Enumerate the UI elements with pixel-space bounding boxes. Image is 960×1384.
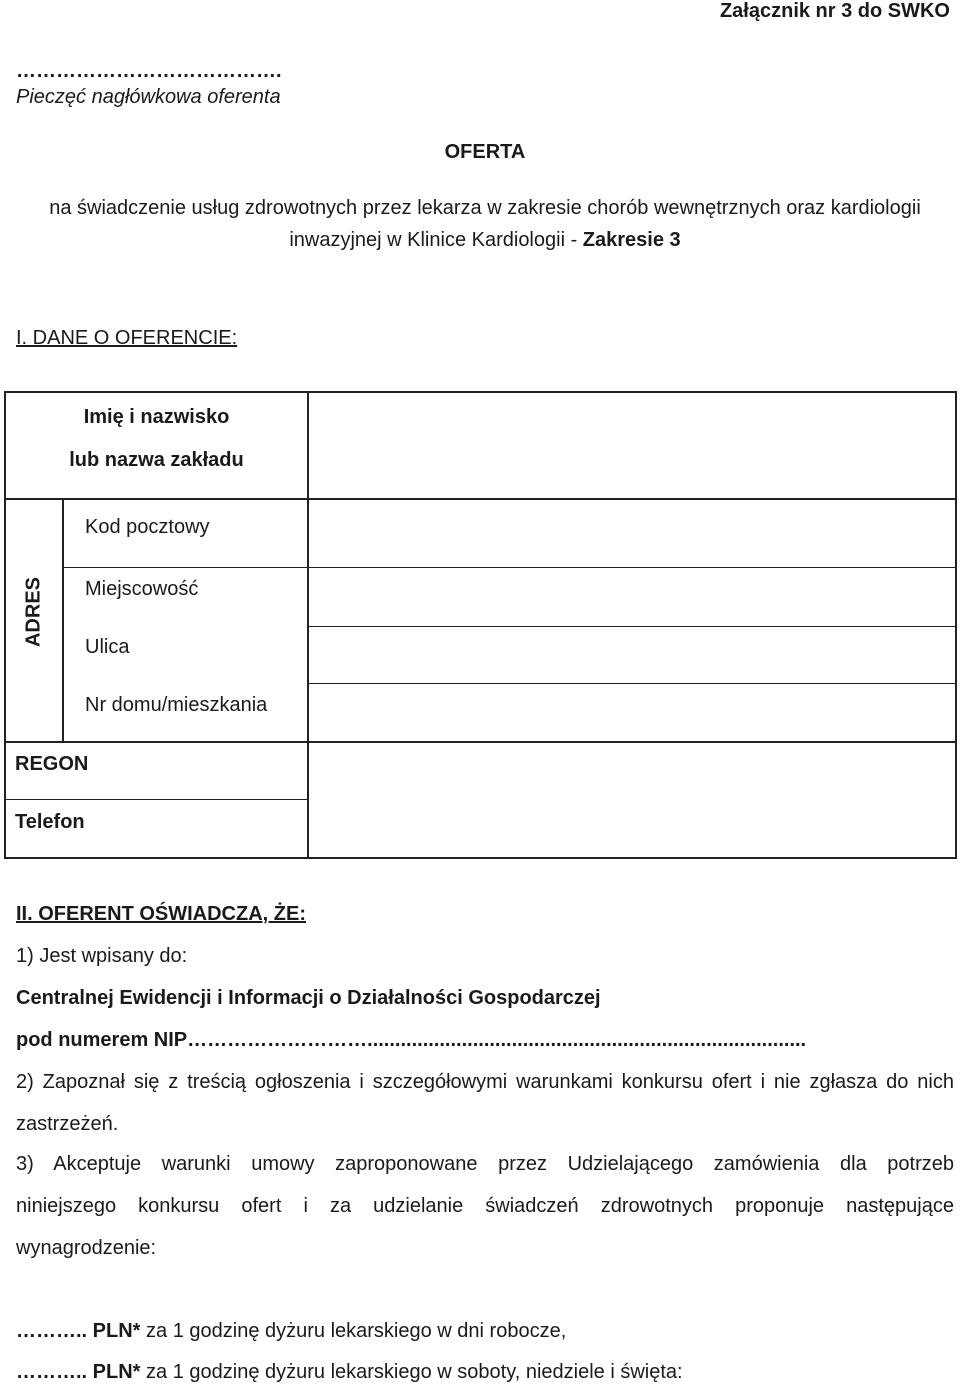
statement-1-register: Centralnej Ewidencji i Informacji o Działalności Gospodarczej <box>16 987 601 1009</box>
statement-1: 1) Jest wpisany do: <box>16 945 188 967</box>
statement-3-line2: niniejszego konkursu ofert i za udzielanie świadczeń zdrowotnych proponuje następujące <box>16 1195 954 1217</box>
table-border-bottom <box>4 857 957 859</box>
table-row-divider <box>4 741 957 743</box>
statement-3-line1: 3) Akceptuje warunki umowy zaproponowane przez Udzielającego zamówienia dla potrzeb <box>16 1153 954 1175</box>
rate-weekends-dots: ……….. <box>16 1361 93 1383</box>
address-group-label: ADRES <box>22 576 45 648</box>
stamp-placeholder: …………………………………. <box>16 60 282 82</box>
street-label: Ulica <box>85 636 130 658</box>
offer-subject-line1: na świadczenie usług zdrowotnych przez lekarza w zakresie chorób wewnętrznych oraz kardiologii <box>49 197 921 219</box>
regon-label: REGON <box>15 753 89 775</box>
rate-weekends-text: za 1 godzinę dyżuru lekarskiego w soboty, niedziele i święta: <box>140 1361 683 1383</box>
stamp-label: Pieczęć nagłówkowa oferenta <box>16 86 281 108</box>
offer-scope: Zakresie 3 <box>582 229 681 251</box>
rate-weekdays-currency: PLN* <box>92 1320 141 1342</box>
name-label-line1: Imię i nazwisko <box>83 406 230 428</box>
address-column-divider <box>62 498 64 743</box>
statement-2-line2: zastrzeżeń. <box>16 1113 119 1135</box>
table-border-right <box>955 391 957 859</box>
section1-heading: I. DANE O OFERENCIE: <box>16 327 238 349</box>
rate-weekends-currency: PLN* <box>92 1361 141 1383</box>
statement-1-nip: pod numerem NIP………………………............................................................................... <box>16 1029 807 1051</box>
postal-code-label: Kod pocztowy <box>85 516 210 538</box>
rate-weekends <box>16 1361 683 1384</box>
section2-heading: II. OFERENT OŚWIADCZA, ŻE: <box>16 903 306 925</box>
house-number-label: Nr domu/mieszkania <box>85 694 268 716</box>
address-row-divider <box>309 626 957 627</box>
annex-label: Załącznik nr 3 do SWKO <box>719 0 950 22</box>
rate-weekdays-dots: ……….. <box>16 1320 93 1342</box>
phone-label: Telefon <box>15 811 85 833</box>
rate-weekdays <box>16 1320 566 1343</box>
statement-3-line3: wynagrodzenie: <box>16 1237 157 1259</box>
address-row-divider <box>309 683 957 684</box>
rate-weekdays-text: za 1 godzinę dyżuru lekarskiego w dni robocze, <box>140 1320 567 1342</box>
offer-subject-text: inwazyjnej w Klinice Kardiologii - <box>289 229 583 251</box>
table-row-divider <box>4 799 309 800</box>
offer-subject-line2 <box>0 229 960 252</box>
statement-2-line1: 2) Zapoznał się z treścią ogłoszenia i szczegółowymi warunkami konkursu ofert i nie zgłasza do nich <box>16 1071 954 1093</box>
offer-title: OFERTA <box>444 141 526 163</box>
name-label-line2: lub nazwa zakładu <box>69 449 244 471</box>
address-row-divider <box>62 567 957 568</box>
table-row-divider <box>4 498 957 500</box>
table-border-top <box>4 391 957 393</box>
city-label: Miejscowość <box>85 578 199 600</box>
